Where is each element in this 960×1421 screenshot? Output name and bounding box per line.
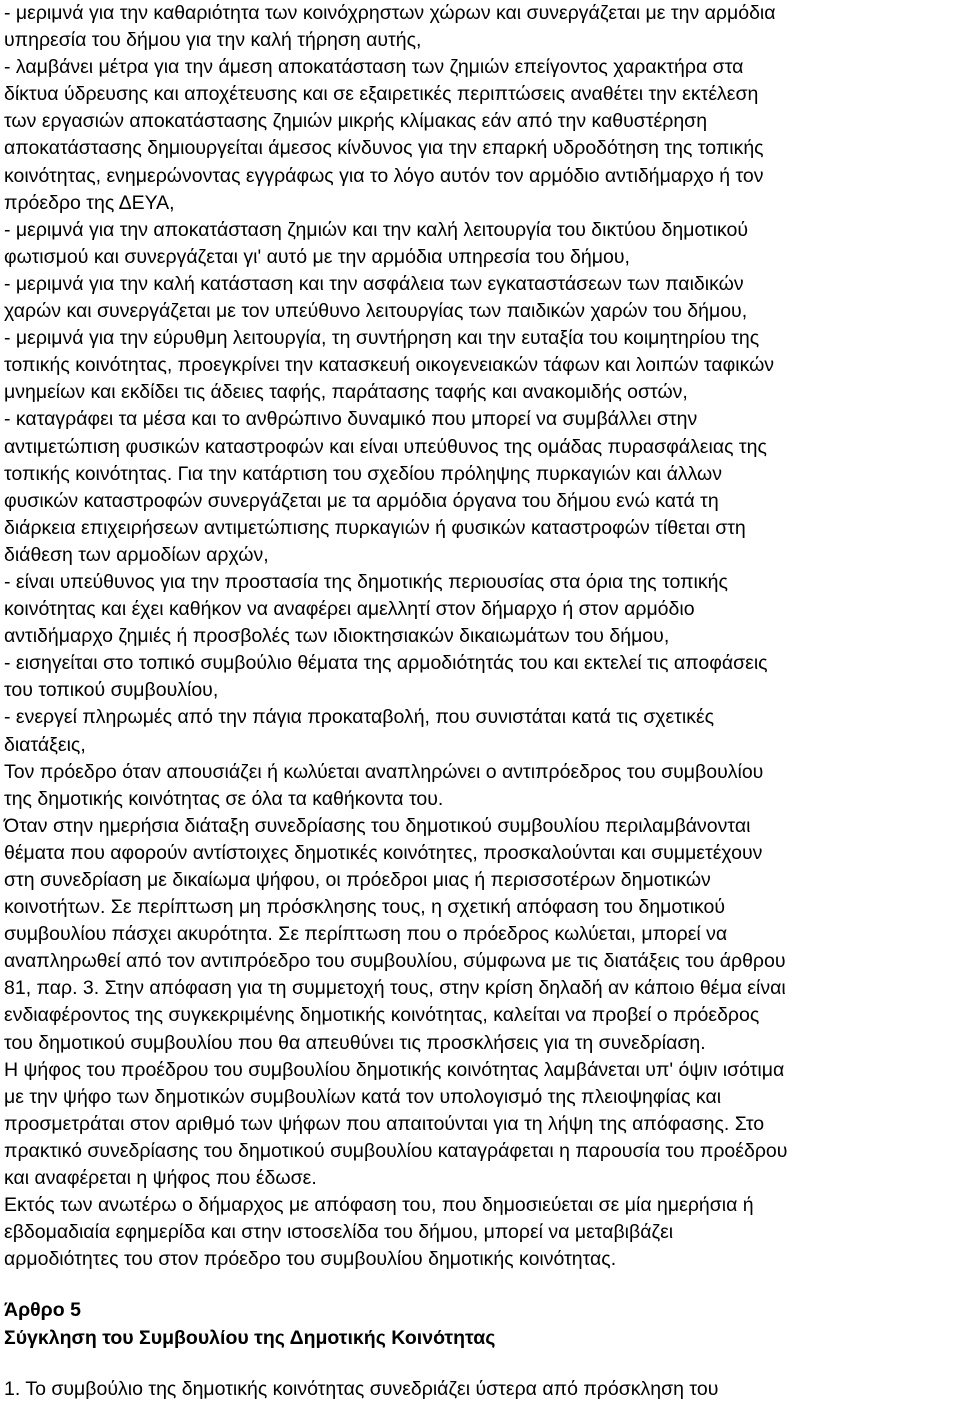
text-line: αρμοδιότητες του στον πρόεδρο του συμβουλίου δημοτικής κοινότητας. (4, 1248, 617, 1271)
text-line: Η ψήφος του προέδρου του συμβουλίου δημοτικής κοινότητας λαμβάνεται υπ' όψιν ισότιμα (4, 1058, 785, 1081)
text-line: τοπικής κοινότητας, προεγκρίνει την κατασκευή οικογενειακών τάφων και λοιπών ταφικών (4, 354, 775, 377)
article-number: Άρθρο 5 (4, 1299, 81, 1322)
document-page (4, 0, 956, 1403)
article-title: Σύγκληση του Συμβουλίου της Δημοτικής Κοινότητας (4, 1326, 496, 1349)
text-line: αναπληρωθεί από τον αντιπρόεδρο του συμβουλίου, σύμφωνα με τις διατάξεις του άρθρου (4, 950, 786, 973)
text-line: του δημοτικού συμβουλίου που θα απευθύνει τις προσκλήσεις για τη συνεδρίαση. (4, 1031, 706, 1054)
text-line: Τον πρόεδρο όταν απουσιάζει ή κωλύεται αναπληρώνει ο αντιπρόεδρος του συμβουλίου (4, 760, 764, 783)
text-line: προσμετράται στον αριθμό των ψήφων που απαιτούνται για τη λήψη της απόφασης. Στο (4, 1112, 765, 1135)
text-line: διάρκεια επιχειρήσεων αντιμετώπισης πυρκαγιών ή φυσικών καταστροφών τίθεται στη (4, 516, 746, 539)
paragraph-gap (4, 1273, 956, 1297)
text-line: πρόεδρο της ΔΕΥΑ, (4, 191, 175, 214)
paragraph-gap (4, 1352, 956, 1376)
text-line: ενδιαφέροντος της συγκεκριμένης δημοτικής κοινότητας, καλείται να προβεί ο πρόεδρος (4, 1004, 760, 1027)
body-text-block-2 (4, 1376, 956, 1403)
text-line: - μεριμνά για την εύρυθμη λειτουργία, τη συντήρηση και την ευταξία του κοιμητηρίου της (4, 327, 760, 350)
text-line: διατάξεις, (4, 733, 86, 756)
text-line: της δημοτικής κοινότητας σε όλα τα καθήκοντα του. (4, 787, 444, 810)
text-line: με την ψήφο των δημοτικών συμβουλίων κατά τον υπολογισμό της πλειοψηφίας και (4, 1085, 722, 1108)
text-line: - λαμβάνει μέτρα για την άμεση αποκατάσταση των ζημιών επείγοντος χαρακτήρα στα (4, 56, 744, 79)
text-line: φυσικών καταστροφών συνεργάζεται με τα αρμόδια όργανα του δήμου ενώ κατά τη (4, 489, 719, 512)
body-text-block-1 (4, 0, 956, 1273)
text-line: χαρών και συνεργάζεται με τον υπεύθυνο λειτουργίας των παιδικών χαρών του δήμου, (4, 300, 748, 323)
text-line: εβδομαδιαία εφημερίδα και στην ιστοσελίδα του δήμου, μπορεί να μεταβιβάζει (4, 1221, 674, 1244)
article-heading (4, 1297, 956, 1351)
text-line: Εκτός των ανωτέρω ο δήμαρχος με απόφαση του, που δημοσιεύεται σε μία ημερήσια ή (4, 1194, 754, 1217)
text-line: πρακτικό συνεδρίασης του δημοτικού συμβουλίου καταγράφεται η παρουσία του προέδρου (4, 1139, 788, 1162)
text-line: συμβουλίου πάσχει ακυρότητα. Σε περίπτωση που ο πρόεδρος κωλύεται, μπορεί να (4, 923, 728, 946)
text-line: - καταγράφει τα μέσα και το ανθρώπινο δυναμικό που μπορεί να συμβάλλει στην (4, 408, 698, 431)
text-line: κοινοτήτων. Σε περίπτωση μη πρόσκλησης τους, η σχετική απόφαση του δημοτικού (4, 896, 726, 919)
text-line: - είναι υπεύθυνος για την προστασία της δημοτικής περιουσίας στα όρια της τοπικής (4, 570, 728, 593)
text-line: αντιδήμαρχο ζημιές ή προσβολές των ιδιοκτησιακών δικαιωμάτων του δήμου, (4, 625, 670, 648)
text-line: φωτισμού και συνεργάζεται γι' αυτό με την αρμόδια υπηρεσία του δήμου, (4, 245, 630, 268)
text-line: Όταν στην ημερήσια διάταξη συνεδρίασης του δημοτικού συμβουλίου περιλαμβάνονται (4, 814, 751, 837)
text-line: 81, παρ. 3. Στην απόφαση για τη συμμετοχή τους, στην κρίση δηλαδή αν κάποιο θέμα είναι (4, 977, 786, 1000)
text-line: υπηρεσία του δήμου για την καλή τήρηση αυτής, (4, 29, 422, 52)
text-line: θέματα που αφορούν αντίστοιχες δημοτικές κοινότητες, προσκαλούνται και συμμετέχουν (4, 841, 763, 864)
text-line: - μεριμνά για την καλή κατάσταση και την ασφάλεια των εγκαταστάσεων των παιδικών (4, 272, 744, 295)
text-line: - ενεργεί πληρωμές από την πάγια προκαταβολή, που συνιστάται κατά τις σχετικές (4, 706, 715, 729)
text-line: στη συνεδρίαση με δικαίωμα ψήφου, οι πρόεδροι μιας ή περισσοτέρων δημοτικών (4, 869, 711, 891)
text-line: αντιμετώπιση φυσικών καταστροφών και είναι υπεύθυνος της ομάδας πυρασφάλειας της (4, 435, 767, 458)
text-line: - μεριμνά για την καθαριότητα των κοινόχρηστων χώρων και συνεργάζεται με την αρμόδια (4, 2, 776, 24)
text-line: αποκατάστασης δημιουργείται άμεσος κίνδυνος για την επαρκή υδροδότηση της τοπικής (4, 137, 764, 160)
text-line: μνημείων και εκδίδει τις άδειες ταφής, παράτασης ταφής και ανακομιδής οστών, (4, 381, 688, 404)
text-line: τοπικής κοινότητας. Για την κατάρτιση του σχεδίου πρόληψης πυρκαγιών και άλλων (4, 462, 723, 485)
text-line: κοινότητας, ενημερώνοντας εγγράφως για το λόγο αυτόν τον αρμόδιο αντιδήμαρχο ή τον (4, 164, 764, 187)
text-line: και αναφέρεται η ψήφος που έδωσε. (4, 1167, 317, 1190)
text-line: 1. Το συμβούλιο της δημοτικής κοινότητας συνεδριάζει ύστερα από πρόσκληση του (4, 1377, 719, 1400)
text-line: κοινότητας και έχει καθήκον να αναφέρει αμελλητί στον δήμαρχο ή στον αρμόδιο (4, 598, 695, 621)
text-line: των εργασιών αποκατάστασης ζημιών μικρής κλίμακας εάν από την καθυστέρηση (4, 110, 708, 133)
text-line: - εισηγείται στο τοπικό συμβούλιο θέματα της αρμοδιότητάς του και εκτελεί τις αποφάσεις (4, 652, 768, 675)
text-line: - μεριμνά για την αποκατάσταση ζημιών και την καλή λειτουργία του δικτύου δημοτικού (4, 218, 749, 241)
text-line: του τοπικού συμβουλίου, (4, 679, 219, 702)
text-line: διάθεση των αρμοδίων αρχών, (4, 543, 269, 566)
text-line: δίκτυα ύδρευσης και αποχέτευσης και σε εξαιρετικές περιπτώσεις αναθέτει την εκτέλεση (4, 83, 759, 106)
